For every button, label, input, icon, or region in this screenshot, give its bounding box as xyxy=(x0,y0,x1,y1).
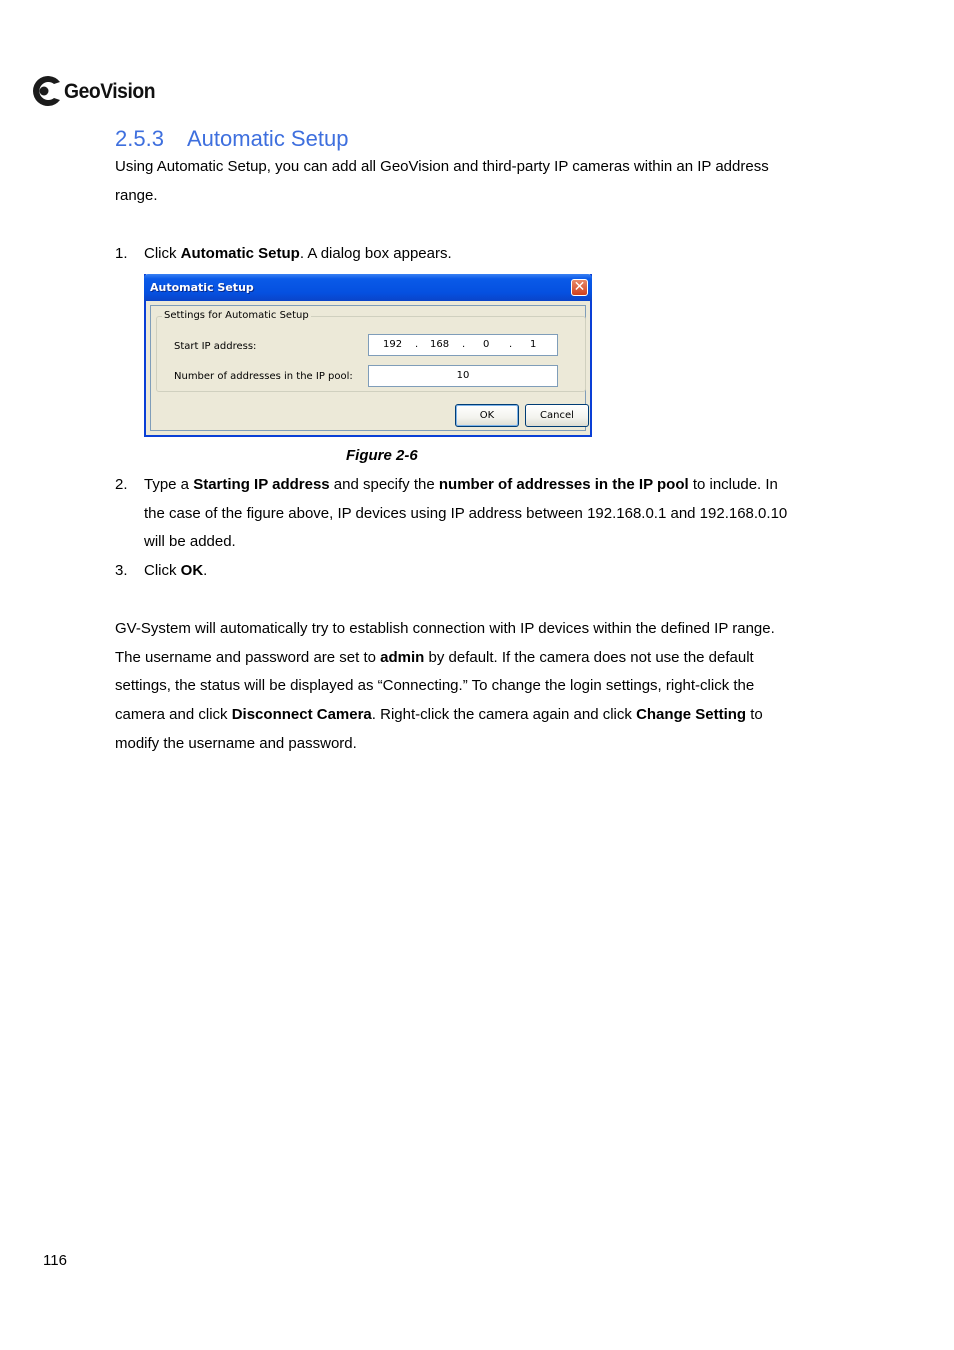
logo-wordmark: GeoVision xyxy=(64,80,156,103)
step-number: 2. xyxy=(115,476,128,493)
closing-text: . Right-click the camera again and click xyxy=(371,706,637,724)
step-bold-text: OK xyxy=(180,562,204,579)
step-1 xyxy=(115,240,845,269)
step-2 xyxy=(115,471,845,557)
start-ip-label: Start IP address: xyxy=(174,341,257,352)
group-label: Settings for Automatic Setup xyxy=(164,310,309,321)
step-text: to include. In xyxy=(688,476,778,493)
step-3 xyxy=(115,557,845,586)
step-text: and specify the xyxy=(329,476,439,493)
dialog-client-area xyxy=(150,305,586,431)
ip-octet-2: 168 xyxy=(430,339,450,350)
step-bold-text: Automatic Setup xyxy=(180,245,300,262)
closing-line-2 xyxy=(115,644,855,673)
pool-size-input[interactable]: 10 xyxy=(368,365,558,387)
cancel-button[interactable]: Cancel xyxy=(525,404,589,427)
figure-caption: Figure 2-6 xyxy=(346,447,418,464)
step-text: . A dialog box appears. xyxy=(299,245,452,262)
closing-line-3: settings, the status will be displayed as “Connecting.” To change the login settings, right-click the xyxy=(115,677,755,695)
closing-line-5: modify the username and password. xyxy=(115,734,357,752)
pool-label: Number of addresses in the IP pool: xyxy=(174,371,353,382)
section-heading xyxy=(115,126,348,152)
geovision-swirl-icon xyxy=(30,74,64,108)
step-text: Click xyxy=(144,562,181,579)
step-bold-text: number of addresses in the IP pool xyxy=(438,476,689,493)
step-number: 3. xyxy=(115,562,128,579)
ip-octet-1: 192 xyxy=(383,339,403,350)
closing-bold-text: Change Setting xyxy=(636,706,747,724)
step-text: Type a xyxy=(144,476,194,493)
ip-dot: . xyxy=(509,339,513,350)
start-ip-input[interactable] xyxy=(368,334,558,356)
closing-text: to xyxy=(746,706,763,724)
step-text: Click xyxy=(144,245,181,262)
page-number: 116 xyxy=(43,1252,67,1269)
closing-paragraph xyxy=(115,615,855,759)
step-text: the case of the figure above, IP devices using IP address between 192.168.0.1 and 192.168.0.10 xyxy=(144,504,788,522)
closing-text: by default. If the camera does not use the default xyxy=(424,648,754,666)
geovision-logo xyxy=(30,72,180,108)
section-number: 2.5.3 xyxy=(115,126,164,151)
ip-octet-3: 0 xyxy=(483,339,490,350)
intro-line-1: Using Automatic Setup, you can add all GeoVision and third-party IP cameras within an IP address xyxy=(115,158,769,175)
dialog-title: Automatic Setup xyxy=(150,281,254,294)
intro-line-2: range. xyxy=(115,187,158,204)
step-text: . xyxy=(203,562,208,579)
ip-dot: . xyxy=(462,339,466,350)
closing-text: camera and click xyxy=(115,706,232,724)
automatic-setup-dialog xyxy=(144,274,592,437)
closing-text: The username and password are set to xyxy=(115,648,381,666)
closing-line-4 xyxy=(115,701,855,730)
settings-group xyxy=(156,310,586,392)
ok-button[interactable]: OK xyxy=(455,404,519,427)
close-icon[interactable]: ✕ xyxy=(571,279,588,296)
closing-line-1: GV-System will automatically try to establish connection with IP devices within the defined IP range. xyxy=(115,620,775,637)
step-text: will be added. xyxy=(144,533,236,551)
ip-octet-4: 1 xyxy=(530,339,537,350)
closing-bold-text: Disconnect Camera xyxy=(231,706,372,724)
closing-bold-text: admin xyxy=(380,648,425,666)
step-number: 1. xyxy=(115,245,128,262)
step-bold-text: Starting IP address xyxy=(193,476,330,493)
ip-dot: . xyxy=(415,339,419,350)
section-title: Automatic Setup xyxy=(187,126,349,151)
dialog-titlebar[interactable] xyxy=(144,274,592,301)
